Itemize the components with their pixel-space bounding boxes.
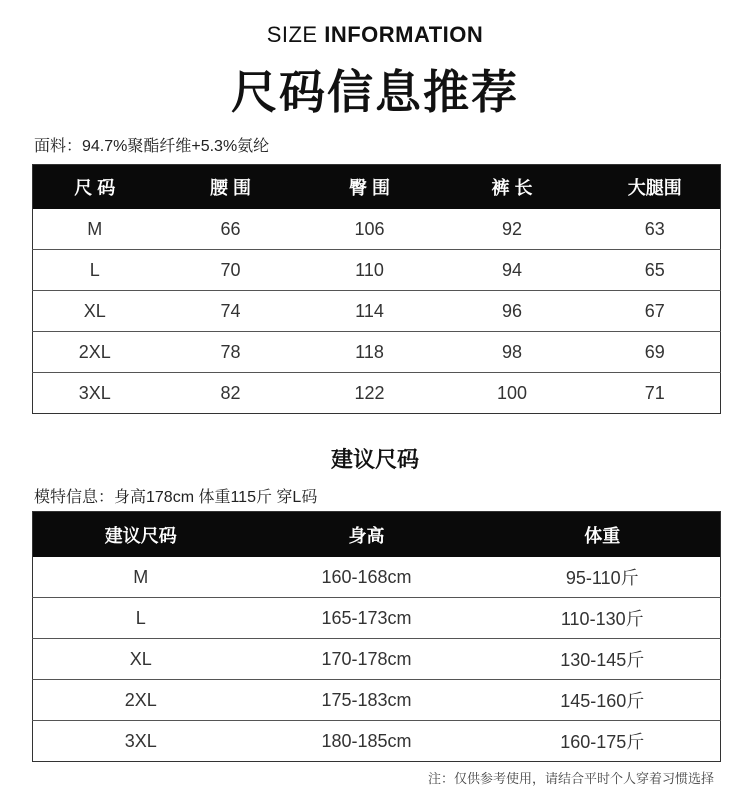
page-title: 尺码信息推荐 xyxy=(231,66,519,118)
hip-cell: 110 xyxy=(305,250,435,291)
weight-cell: 145-160斤 xyxy=(485,680,721,721)
size-cell: 3XL xyxy=(124,730,157,751)
table-row xyxy=(33,721,721,762)
size-header-length: 裤 长 xyxy=(435,165,590,210)
recommend-table xyxy=(32,511,721,762)
eyebrow-light-text: SIZE xyxy=(266,22,325,47)
thigh-cell: 71 xyxy=(644,382,665,403)
table-row xyxy=(33,680,721,721)
size-cell: 3XL xyxy=(78,382,111,403)
recommend-title: 建议尺码 xyxy=(330,447,419,472)
height-cell: 175-183cm xyxy=(249,680,485,721)
size-table-header-row xyxy=(33,165,721,210)
weight-cell: 160-175斤 xyxy=(560,732,645,752)
weight-cell: 95-110斤 xyxy=(485,557,721,598)
size-cell: 2XL xyxy=(33,680,249,721)
length-cell: 94 xyxy=(435,250,590,291)
size-cell: XL xyxy=(33,639,249,680)
thigh-cell: 67 xyxy=(590,291,721,332)
waist-cell: 70 xyxy=(157,250,305,291)
hip-cell: 118 xyxy=(305,332,435,373)
table-row xyxy=(33,557,721,598)
height-cell: 160-168cm xyxy=(249,557,485,598)
thigh-cell: 63 xyxy=(590,209,721,250)
waist-cell: 74 xyxy=(157,291,305,332)
length-cell: 100 xyxy=(496,382,528,403)
eyebrow-bold-text: INFORMATION xyxy=(324,22,484,47)
waist-cell: 82 xyxy=(220,382,241,403)
table-row xyxy=(33,291,721,332)
size-cell: L xyxy=(33,250,157,291)
rec-header-weight: 体重 xyxy=(485,512,721,558)
table-row xyxy=(33,250,721,291)
size-header-thigh: 大腿围 xyxy=(590,165,721,210)
waist-cell: 78 xyxy=(157,332,305,373)
thigh-cell: 65 xyxy=(590,250,721,291)
length-cell: 92 xyxy=(435,209,590,250)
length-cell: 96 xyxy=(435,291,590,332)
height-cell: 180-185cm xyxy=(321,730,412,751)
recommend-table-header-row xyxy=(33,512,721,558)
size-header-waist: 腰 围 xyxy=(157,165,305,210)
waist-cell: 66 xyxy=(157,209,305,250)
size-table xyxy=(32,164,721,414)
weight-cell: 110-130斤 xyxy=(485,598,721,639)
length-cell: 98 xyxy=(435,332,590,373)
height-cell: 170-178cm xyxy=(249,639,485,680)
size-cell: M xyxy=(33,557,249,598)
size-header-size: 尺 码 xyxy=(33,165,157,210)
fabric-composition: 面料：94.7%聚酯纤维+5.3%氨纶 xyxy=(34,138,270,155)
size-cell: 2XL xyxy=(33,332,157,373)
size-header-hip: 臀 围 xyxy=(305,165,435,210)
rec-header-size: 建议尺码 xyxy=(33,512,249,558)
model-info: 模特信息：身高178cm 体重115斤 穿L码 xyxy=(34,489,318,506)
table-row xyxy=(33,332,721,373)
size-cell: M xyxy=(33,209,157,250)
hip-cell: 122 xyxy=(354,382,385,403)
table-row xyxy=(33,639,721,680)
size-cell: XL xyxy=(33,291,157,332)
size-information-eyebrow xyxy=(0,22,750,48)
hip-cell: 106 xyxy=(305,209,435,250)
height-cell: 165-173cm xyxy=(249,598,485,639)
size-cell: L xyxy=(33,598,249,639)
table-row xyxy=(33,209,721,250)
weight-cell: 130-145斤 xyxy=(485,639,721,680)
table-row xyxy=(33,373,721,414)
disclaimer-note: 注：仅供参考使用，请结合平时个人穿着习惯选择 xyxy=(427,771,714,786)
thigh-cell: 69 xyxy=(590,332,721,373)
rec-header-height: 身高 xyxy=(249,512,485,558)
table-row xyxy=(33,598,721,639)
hip-cell: 114 xyxy=(305,291,435,332)
